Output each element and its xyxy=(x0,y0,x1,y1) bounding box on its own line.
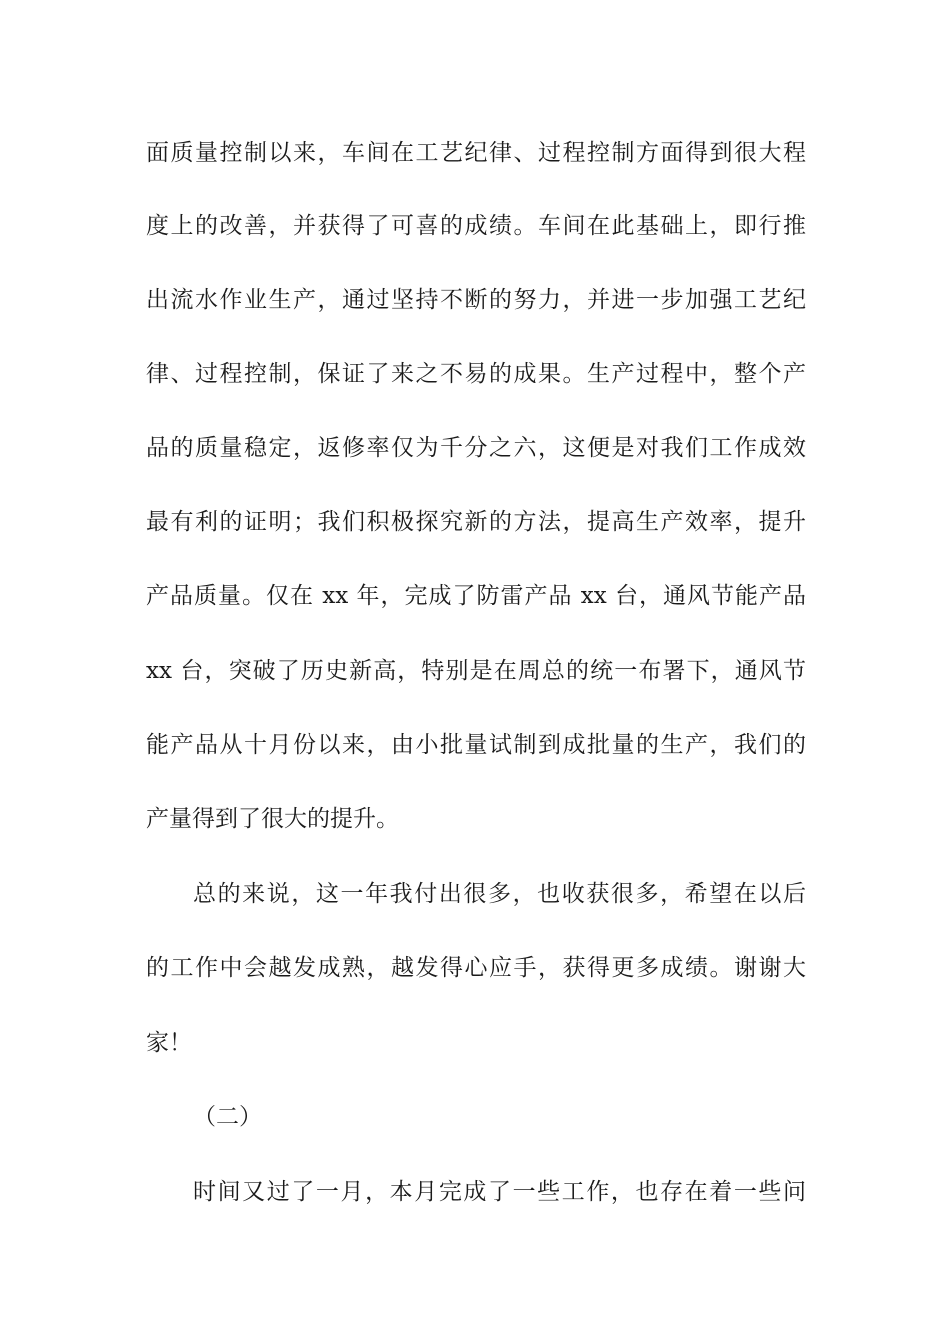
paragraph-1-line-5: 品的质量稳定，返修率仅为千分之六，这便是对我们工作成效 xyxy=(146,435,806,461)
paragraph-1-line-8: xx 台，突破了历史新高，特别是在周总的统一布署下，通风节 xyxy=(146,658,806,684)
paragraph-1-line-10: 产量得到了很大的提升。 xyxy=(146,806,399,832)
paragraph-1-line-6: 最有利的证明；我们积极探究新的方法，提高生产效率，提升 xyxy=(146,509,806,535)
paragraph-1-line-2: 度上的改善，并获得了可喜的成绩。车间在此基础上，即行推 xyxy=(146,213,806,239)
paragraph-2-line-2: 的工作中会越发成熟，越发得心应手，获得更多成绩。谢谢大 xyxy=(146,955,806,981)
paragraph-2-line-3: 家！ xyxy=(146,1030,192,1056)
section-heading: （二） xyxy=(193,1104,262,1130)
paragraph-1-line-1: 面质量控制以来，车间在工艺纪律、过程控制方面得到很大程 xyxy=(146,140,806,166)
paragraph-3-line-1: 时间又过了一月，本月完成了一些工作，也存在着一些问 xyxy=(193,1179,806,1205)
paragraph-1-line-4: 律、过程控制，保证了来之不易的成果。生产过程中，整个产 xyxy=(146,361,806,387)
paragraph-2-line-1: 总的来说，这一年我付出很多，也收获很多，希望在以后 xyxy=(193,881,806,907)
paragraph-1-line-3: 出流水作业生产，通过坚持不断的努力，并进一步加强工艺纪 xyxy=(146,287,806,313)
paragraph-1-line-9: 能产品从十月份以来，由小批量试制到成批量的生产，我们的 xyxy=(146,732,806,758)
paragraph-1-line-7: 产品质量。仅在 xx 年，完成了防雷产品 xx 台，通风节能产品 xyxy=(146,583,806,609)
